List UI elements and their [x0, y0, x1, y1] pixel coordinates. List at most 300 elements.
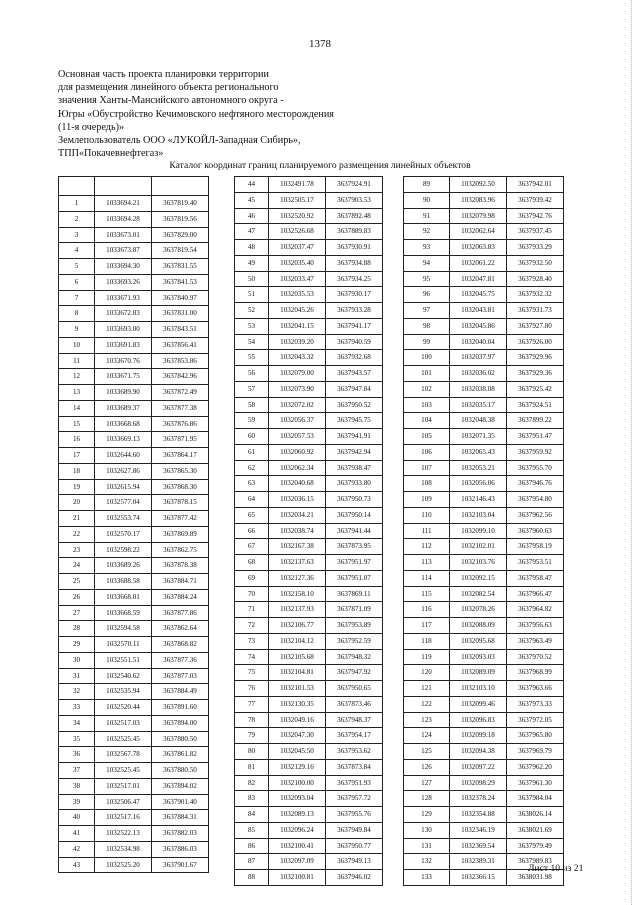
table-row [235, 366, 383, 382]
x-coordinate-cell: 1032644.60 [95, 448, 152, 464]
point-number-cell: 105 [404, 429, 450, 445]
table-row [404, 177, 564, 193]
table-row [404, 224, 564, 240]
x-coordinate-cell: 1032534.98 [95, 841, 152, 857]
table-row [59, 337, 209, 353]
point-number-cell: 70 [235, 586, 269, 602]
y-coordinate-cell: 3637950.73 [326, 492, 383, 508]
table-row [235, 460, 383, 476]
x-coordinate-cell: 1032095.68 [450, 633, 507, 649]
x-coordinate-cell: 1032035.17 [450, 397, 507, 413]
point-number-cell: 132 [404, 854, 450, 870]
y-coordinate-cell: 3637964.82 [507, 602, 564, 618]
point-number-cell: 82 [235, 775, 269, 791]
y-coordinate-cell: 3637954.17 [326, 728, 383, 744]
x-coordinate-cell: 1032551.51 [95, 652, 152, 668]
page-edge [631, 0, 632, 905]
point-number-cell: 35 [59, 731, 95, 747]
point-number-cell: 120 [404, 665, 450, 681]
x-coordinate-cell: 1032105.68 [269, 649, 326, 665]
point-number-cell: 37 [59, 763, 95, 779]
table-row [235, 696, 383, 712]
y-coordinate-cell: 3637831.00 [152, 306, 209, 322]
point-number-cell: 2 [59, 211, 95, 227]
x-coordinate-cell: 1032035.40 [269, 255, 326, 271]
x-coordinate-cell: 1032039.20 [269, 334, 326, 350]
y-coordinate-cell: 3637932.68 [326, 350, 383, 366]
x-coordinate-cell: 1032517.16 [95, 810, 152, 826]
table-row [404, 287, 564, 303]
table-row [235, 507, 383, 523]
table-row [59, 763, 209, 779]
y-coordinate-cell: 3637943.57 [326, 366, 383, 382]
x-coordinate-cell: 1033668.68 [95, 416, 152, 432]
y-coordinate-cell: 3637957.72 [326, 791, 383, 807]
x-coordinate-cell: 1032104.81 [269, 665, 326, 681]
table-row [59, 778, 209, 794]
x-coordinate-cell: 1032045.26 [269, 303, 326, 319]
y-coordinate-cell: 3637819.40 [152, 196, 209, 212]
table-row [235, 838, 383, 854]
y-coordinate-cell: 3637955.70 [507, 460, 564, 476]
point-number-cell: 24 [59, 558, 95, 574]
point-number-cell: 49 [235, 255, 269, 271]
point-number-cell: 55 [235, 350, 269, 366]
point-number-cell: 91 [404, 208, 450, 224]
point-number-cell: 20 [59, 495, 95, 511]
point-number-cell: 57 [235, 381, 269, 397]
y-coordinate-cell: 3637856.41 [152, 337, 209, 353]
table-row [404, 665, 564, 681]
x-coordinate-cell: 1032093.04 [269, 791, 326, 807]
point-number-cell: 16 [59, 432, 95, 448]
coordinates-table-1-body [59, 177, 209, 873]
x-coordinate-cell: 1032099.18 [450, 728, 507, 744]
x-coordinate-cell: 1033689.26 [95, 558, 152, 574]
x-coordinate-cell: 1032060.92 [269, 444, 326, 460]
y-coordinate-cell: 3637933.29 [507, 240, 564, 256]
x-coordinate-cell: 1032033.47 [269, 271, 326, 287]
x-coordinate-cell: 1032099.10 [450, 523, 507, 539]
y-coordinate-cell: 3637958.19 [507, 539, 564, 555]
y-coordinate-cell: 3637924.51 [507, 397, 564, 413]
table-row [59, 432, 209, 448]
point-number-cell: 52 [235, 303, 269, 319]
point-number-cell: 34 [59, 715, 95, 731]
point-number-cell: 27 [59, 605, 95, 621]
x-coordinate-cell: 1032089.09 [450, 665, 507, 681]
point-number-cell: 133 [404, 870, 450, 886]
table-row [235, 192, 383, 208]
table-row [404, 791, 564, 807]
x-coordinate-cell: 1032137.63 [269, 555, 326, 571]
header-line: Основная часть проекта планировки территории [58, 69, 269, 80]
point-number-cell: 83 [235, 791, 269, 807]
x-coordinate-cell: 1032615.94 [95, 479, 152, 495]
point-number-cell: 115 [404, 586, 450, 602]
table-row [404, 633, 564, 649]
y-coordinate-cell: 3637952.59 [326, 633, 383, 649]
point-number-cell: 25 [59, 574, 95, 590]
point-number-cell: 85 [235, 822, 269, 838]
point-number-cell: 7 [59, 290, 95, 306]
y-coordinate-cell: 3637942.94 [326, 444, 383, 460]
header-line: для размещения линейного объекта регионального [58, 82, 279, 94]
x-coordinate-cell: 1032101.53 [269, 681, 326, 697]
table-row [59, 841, 209, 857]
point-number-cell: 122 [404, 696, 450, 712]
x-coordinate-cell: 1032043.81 [450, 303, 507, 319]
x-coordinate-cell: 1033668.01 [95, 589, 152, 605]
x-coordinate-cell: 1032517.01 [95, 778, 152, 794]
y-coordinate-cell: 3637932.32 [507, 287, 564, 303]
y-coordinate-cell: 3637861.82 [152, 747, 209, 763]
y-coordinate-cell: 3637946.02 [326, 870, 383, 886]
x-coordinate-cell: 1032043.32 [269, 350, 326, 366]
y-coordinate-cell: 3637950.14 [326, 507, 383, 523]
x-coordinate-cell: 1032099.46 [450, 696, 507, 712]
table-row [59, 652, 209, 668]
x-coordinate-cell: 1032089.13 [269, 807, 326, 823]
x-coordinate-cell: 1032129.16 [269, 759, 326, 775]
x-coordinate-cell: 1032520.44 [95, 700, 152, 716]
x-coordinate-cell: 1032346.19 [450, 822, 507, 838]
header-cell [152, 177, 209, 196]
x-coordinate-cell: 1032506.47 [95, 794, 152, 810]
x-coordinate-cell: 1032517.03 [95, 715, 152, 731]
x-coordinate-cell: 1032079.98 [450, 208, 507, 224]
point-number-cell: 97 [404, 303, 450, 319]
y-coordinate-cell: 3637929.36 [507, 366, 564, 382]
point-number-cell: 13 [59, 385, 95, 401]
y-coordinate-cell: 3637949.84 [326, 822, 383, 838]
table-row [404, 807, 564, 823]
y-coordinate-cell: 3637973.33 [507, 696, 564, 712]
x-coordinate-cell: 1032570.11 [95, 637, 152, 653]
y-coordinate-cell: 3637960.63 [507, 523, 564, 539]
table-row [235, 381, 383, 397]
x-coordinate-cell: 1032525.45 [95, 731, 152, 747]
x-coordinate-cell: 1032520.92 [269, 208, 326, 224]
x-coordinate-cell: 1032100.00 [269, 775, 326, 791]
point-number-cell: 29 [59, 637, 95, 653]
point-number-cell: 129 [404, 807, 450, 823]
y-coordinate-cell: 3637969.79 [507, 744, 564, 760]
point-number-cell: 42 [59, 841, 95, 857]
y-coordinate-cell: 3637951.07 [326, 570, 383, 586]
table-row [235, 208, 383, 224]
y-coordinate-cell: 3637937.45 [507, 224, 564, 240]
table-row [404, 539, 564, 555]
x-coordinate-cell: 1032127.36 [269, 570, 326, 586]
table-row [404, 712, 564, 728]
x-coordinate-cell: 1032045.50 [269, 744, 326, 760]
table-row [235, 287, 383, 303]
x-coordinate-cell: 1032040.68 [269, 476, 326, 492]
x-coordinate-cell: 1033691.83 [95, 337, 152, 353]
y-coordinate-cell: 3637877.38 [152, 400, 209, 416]
point-number-cell: 17 [59, 448, 95, 464]
x-coordinate-cell: 1032096.83 [450, 712, 507, 728]
x-coordinate-cell: 1033689.90 [95, 385, 152, 401]
point-number-cell: 62 [235, 460, 269, 476]
table-row [404, 759, 564, 775]
x-coordinate-cell: 1033694.28 [95, 211, 152, 227]
point-number-cell: 8 [59, 306, 95, 322]
point-number-cell: 117 [404, 618, 450, 634]
y-coordinate-cell: 3637949.13 [326, 854, 383, 870]
y-coordinate-cell: 3637843.51 [152, 322, 209, 338]
y-coordinate-cell: 3637899.22 [507, 413, 564, 429]
table-row [59, 715, 209, 731]
table-row [404, 602, 564, 618]
y-coordinate-cell: 3637947.84 [326, 381, 383, 397]
point-number-cell: 33 [59, 700, 95, 716]
point-number-cell: 87 [235, 854, 269, 870]
point-number-cell: 110 [404, 507, 450, 523]
table-row [235, 177, 383, 193]
x-coordinate-cell: 1033671.75 [95, 369, 152, 385]
header-line: (11-я очередь)» [58, 121, 125, 133]
table-row [59, 542, 209, 558]
x-coordinate-cell: 1032063.83 [450, 240, 507, 256]
y-coordinate-cell: 3637942.76 [507, 208, 564, 224]
y-coordinate-cell: 3637966.47 [507, 586, 564, 602]
table-row [235, 822, 383, 838]
table-row [404, 444, 564, 460]
point-number-cell: 127 [404, 775, 450, 791]
table-row [404, 192, 564, 208]
point-number-cell: 53 [235, 318, 269, 334]
table-row [404, 586, 564, 602]
y-coordinate-cell: 3637878.15 [152, 495, 209, 511]
point-number-cell: 23 [59, 542, 95, 558]
table-row [59, 385, 209, 401]
table-row [404, 429, 564, 445]
point-number-cell: 21 [59, 511, 95, 527]
x-coordinate-cell: 1033668.59 [95, 605, 152, 621]
point-number-cell: 58 [235, 397, 269, 413]
x-coordinate-cell: 1032097.09 [269, 854, 326, 870]
point-number-cell: 90 [404, 192, 450, 208]
table-row [235, 870, 383, 886]
table-row [404, 397, 564, 413]
table-row [59, 243, 209, 259]
x-coordinate-cell: 1032071.35 [450, 429, 507, 445]
y-coordinate-cell: 3637903.53 [326, 192, 383, 208]
x-coordinate-cell: 1033688.58 [95, 574, 152, 590]
table-row [235, 334, 383, 350]
header-line: Югры «Обустройство Кечимовского нефтяного месторождения [58, 108, 334, 120]
point-number-cell: 76 [235, 681, 269, 697]
x-coordinate-cell: 1032098.29 [450, 775, 507, 791]
table-row [404, 492, 564, 508]
y-coordinate-cell: 3637956.63 [507, 618, 564, 634]
point-number-cell: 47 [235, 224, 269, 240]
y-coordinate-cell: 3637951.47 [507, 429, 564, 445]
y-coordinate-cell: 3637880.50 [152, 763, 209, 779]
point-number-cell: 73 [235, 633, 269, 649]
y-coordinate-cell: 3638026.14 [507, 807, 564, 823]
y-coordinate-cell: 3637942.01 [507, 177, 564, 193]
table-row [235, 492, 383, 508]
table-row [59, 400, 209, 416]
table-row [59, 495, 209, 511]
table-row [235, 476, 383, 492]
table-row [59, 196, 209, 212]
y-coordinate-cell: 3637876.86 [152, 416, 209, 432]
x-coordinate-cell: 1033694.21 [95, 196, 152, 212]
table-row [235, 444, 383, 460]
y-coordinate-cell: 3637953.89 [326, 618, 383, 634]
table-row [59, 700, 209, 716]
x-coordinate-cell: 1032092.50 [450, 177, 507, 193]
y-coordinate-cell: 3637950.52 [326, 397, 383, 413]
y-coordinate-cell: 3637989.83 [507, 854, 564, 870]
sheet-footer: Лист 10 из 21 [528, 863, 584, 874]
x-coordinate-cell: 1032378.24 [450, 791, 507, 807]
x-coordinate-cell: 1033689.37 [95, 400, 152, 416]
table-row [59, 259, 209, 275]
table-row [404, 460, 564, 476]
y-coordinate-cell: 3637865.30 [152, 463, 209, 479]
point-number-cell: 104 [404, 413, 450, 429]
point-number-cell: 26 [59, 589, 95, 605]
x-coordinate-cell: 1032525.45 [95, 763, 152, 779]
x-coordinate-cell: 1033670.76 [95, 353, 152, 369]
point-number-cell: 41 [59, 826, 95, 842]
point-number-cell: 118 [404, 633, 450, 649]
y-coordinate-cell: 3637878.38 [152, 558, 209, 574]
y-coordinate-cell: 3637962.56 [507, 507, 564, 523]
y-coordinate-cell: 3637955.76 [326, 807, 383, 823]
table-row [59, 227, 209, 243]
table-row [235, 350, 383, 366]
y-coordinate-cell: 3637873.46 [326, 696, 383, 712]
table-row [235, 649, 383, 665]
point-number-cell: 18 [59, 463, 95, 479]
point-number-cell: 124 [404, 728, 450, 744]
point-number-cell: 93 [404, 240, 450, 256]
point-number-cell: 112 [404, 539, 450, 555]
x-coordinate-cell: 1033671.93 [95, 290, 152, 306]
y-coordinate-cell: 3637962.20 [507, 759, 564, 775]
table-row [235, 807, 383, 823]
x-coordinate-cell: 1032627.86 [95, 463, 152, 479]
y-coordinate-cell: 3637965.80 [507, 728, 564, 744]
table-row [235, 240, 383, 256]
x-coordinate-cell: 1032106.77 [269, 618, 326, 634]
y-coordinate-cell: 3637930.17 [326, 287, 383, 303]
table-row [235, 759, 383, 775]
point-number-cell: 61 [235, 444, 269, 460]
table-row [235, 539, 383, 555]
point-number-cell: 128 [404, 791, 450, 807]
point-number-cell: 78 [235, 712, 269, 728]
table-row [235, 665, 383, 681]
x-coordinate-cell: 1032037.97 [450, 350, 507, 366]
y-coordinate-cell: 3637894.02 [152, 778, 209, 794]
table-row [404, 681, 564, 697]
x-coordinate-cell: 1032553.74 [95, 511, 152, 527]
table-row [235, 271, 383, 287]
point-number-cell: 71 [235, 602, 269, 618]
table-row [235, 555, 383, 571]
x-coordinate-cell: 1032104.12 [269, 633, 326, 649]
point-number-cell: 4 [59, 243, 95, 259]
y-coordinate-cell: 3637948.32 [326, 649, 383, 665]
x-coordinate-cell: 1032535.94 [95, 684, 152, 700]
x-coordinate-cell: 1032158.10 [269, 586, 326, 602]
y-coordinate-cell: 3637984.04 [507, 791, 564, 807]
table-row [59, 463, 209, 479]
table-row [59, 511, 209, 527]
y-coordinate-cell: 3637831.55 [152, 259, 209, 275]
y-coordinate-cell: 3637853.86 [152, 353, 209, 369]
point-number-cell: 69 [235, 570, 269, 586]
point-number-cell: 72 [235, 618, 269, 634]
point-number-cell: 45 [235, 192, 269, 208]
point-number-cell: 86 [235, 838, 269, 854]
point-number-cell: 116 [404, 602, 450, 618]
y-coordinate-cell: 3637933.80 [326, 476, 383, 492]
table-row [59, 668, 209, 684]
table-row [235, 775, 383, 791]
point-number-cell: 131 [404, 838, 450, 854]
y-coordinate-cell: 3637886.03 [152, 841, 209, 857]
point-number-cell: 36 [59, 747, 95, 763]
table-row [59, 526, 209, 542]
x-coordinate-cell: 1032522.13 [95, 826, 152, 842]
header-line: значения Ханты-Мансийского автономного округа - [58, 95, 284, 107]
x-coordinate-cell: 1032056.06 [450, 476, 507, 492]
table-header-row [59, 177, 209, 196]
table-row [235, 523, 383, 539]
y-coordinate-cell: 3637871.95 [152, 432, 209, 448]
x-coordinate-cell: 1032037.47 [269, 240, 326, 256]
point-number-cell: 14 [59, 400, 95, 416]
point-number-cell: 19 [59, 479, 95, 495]
y-coordinate-cell: 3637972.05 [507, 712, 564, 728]
y-coordinate-cell: 3637963.49 [507, 633, 564, 649]
coordinates-table-2 [234, 176, 383, 886]
point-number-cell: 43 [59, 857, 95, 873]
x-coordinate-cell: 1033693.26 [95, 274, 152, 290]
table-row [404, 318, 564, 334]
table-row [59, 322, 209, 338]
y-coordinate-cell: 3637941.17 [326, 318, 383, 334]
x-coordinate-cell: 1032146.43 [450, 492, 507, 508]
x-coordinate-cell: 1032038.08 [450, 381, 507, 397]
point-number-cell: 3 [59, 227, 95, 243]
table-row [59, 826, 209, 842]
x-coordinate-cell: 1032073.90 [269, 381, 326, 397]
table-row [235, 303, 383, 319]
y-coordinate-cell: 3637901.40 [152, 794, 209, 810]
x-coordinate-cell: 1032040.04 [450, 334, 507, 350]
x-coordinate-cell: 1033694.30 [95, 259, 152, 275]
coordinates-table-2-body [235, 177, 383, 886]
y-coordinate-cell: 3637889.83 [326, 224, 383, 240]
table-row [235, 618, 383, 634]
point-number-cell: 108 [404, 476, 450, 492]
y-coordinate-cell: 3637877.36 [152, 652, 209, 668]
y-coordinate-cell: 3637882.03 [152, 826, 209, 842]
point-number-cell: 10 [59, 337, 95, 353]
y-coordinate-cell: 3637891.60 [152, 700, 209, 716]
table-row [59, 810, 209, 826]
table-row [404, 366, 564, 382]
